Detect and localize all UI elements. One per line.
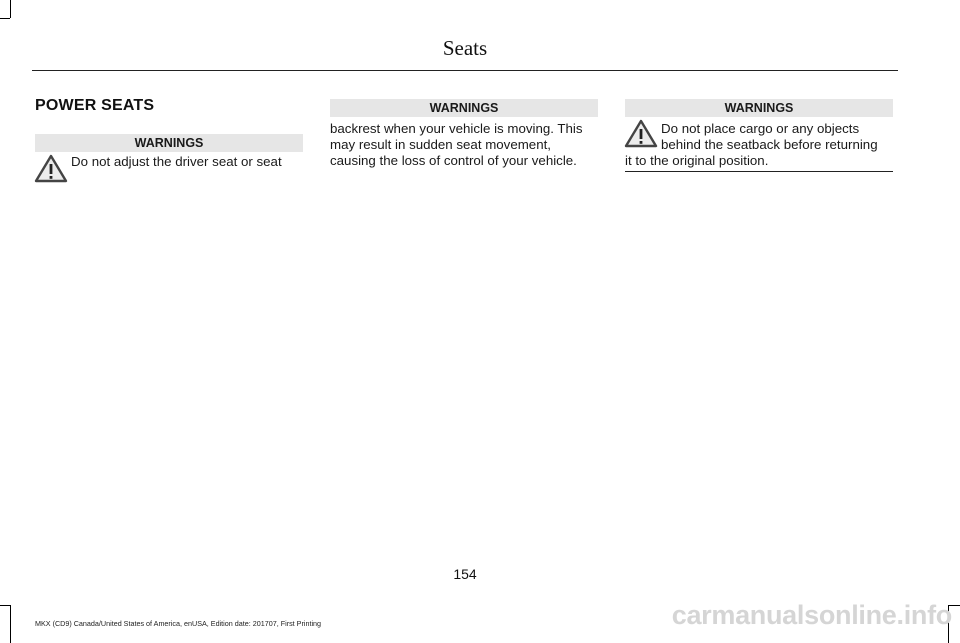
warnings-header: WARNINGS [625,99,893,117]
page-header-title: Seats [442,36,488,60]
warning-text-line: it to the original position. [625,153,769,168]
page-number: 154 [453,566,477,582]
crop-mark [0,605,10,606]
warning-text-line: causing the loss of control of your vehicle. [330,153,577,168]
warnings-header: WARNINGS [330,99,598,117]
warning-triangle-icon [624,119,658,149]
warning-text-line: behind the seatback before returning [661,137,878,152]
warnings-header: WARNINGS [35,134,303,152]
crop-mark [10,0,11,18]
edition-footer: MKX (CD9) Canada/United States of America, enUSA, Edition date: 201707, First Printing [35,619,322,628]
crop-mark [0,18,10,19]
header-divider [32,70,898,71]
warning-text-line: Do not adjust the driver seat or seat [71,154,282,169]
watermark: carmanualsonline.info [671,600,952,630]
section-heading: POWER SEATS [35,97,155,114]
warning-text-line: backrest when your vehicle is moving. This [330,121,583,136]
warning-triangle-icon [34,154,68,184]
crop-mark [10,605,11,643]
warning-end-divider [625,171,893,172]
warning-text-line: Do not place cargo or any objects [661,121,860,136]
warning-text-line: may result in sudden seat movement, [330,137,551,152]
